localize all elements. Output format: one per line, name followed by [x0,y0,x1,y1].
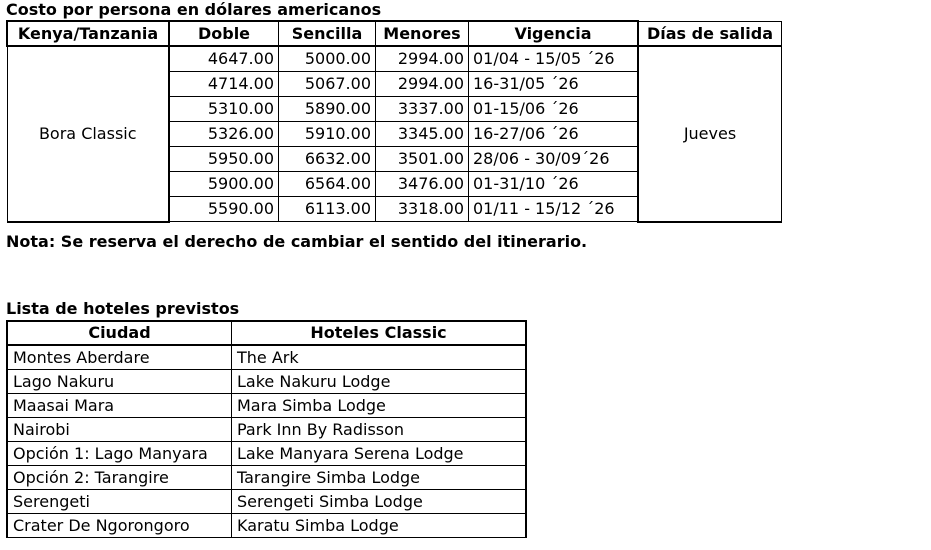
hotel-row [7,466,526,490]
hotel-cell: Karatu Simba Lodge [232,514,527,538]
hotel-row [7,514,526,538]
price-sencilla: 5890.00 [279,97,376,122]
prices-title: Costo por persona en dólares americanos [6,0,382,19]
prices-table [6,20,782,223]
price-menores: 3501.00 [376,147,469,172]
city-cell: Serengeti [7,490,232,514]
price-menores: 2994.00 [376,72,469,97]
header-hoteles-classic: Hoteles Classic [232,321,527,345]
hotels-header-row [7,321,526,345]
price-vigencia: 16-27/06 ´26 [469,122,639,147]
price-menores: 3337.00 [376,97,469,122]
city-cell: Opción 2: Tarangire [7,466,232,490]
header-ciudad: Ciudad [7,321,232,345]
price-vigencia: 01/04 - 15/05 ´26 [469,46,639,72]
price-menores: 3318.00 [376,197,469,222]
header-menores: Menores [376,21,469,46]
hotel-row [7,490,526,514]
header-kenya-tanzania: Kenya/Tanzania [7,21,169,46]
header-sencilla: Sencilla [279,21,376,46]
hotel-row [7,370,526,394]
itinerary-note: Nota: Se reserva el derecho de cambiar el sentido del itinerario. [6,232,588,251]
prices-header-row [7,21,782,46]
price-vigencia: 01-31/10 ´26 [469,172,639,197]
hotel-cell: Mara Simba Lodge [232,394,527,418]
price-doble: 4714.00 [169,72,279,97]
price-doble: 5590.00 [169,197,279,222]
price-doble: 5310.00 [169,97,279,122]
price-row [7,46,782,72]
header-doble: Doble [169,21,279,46]
price-sencilla: 6564.00 [279,172,376,197]
hotel-row [7,394,526,418]
city-cell: Nairobi [7,418,232,442]
price-vigencia: 01-15/06 ´26 [469,97,639,122]
hotels-title: Lista de hoteles previstos [6,299,240,318]
city-cell: Lago Nakuru [7,370,232,394]
price-vigencia: 01/11 - 15/12 ´26 [469,197,639,222]
price-sencilla: 5910.00 [279,122,376,147]
price-sencilla: 5067.00 [279,72,376,97]
price-doble: 5900.00 [169,172,279,197]
hotel-cell: Lake Manyara Serena Lodge [232,442,527,466]
city-cell: Maasai Mara [7,394,232,418]
header-dias-salida: Días de salida [638,21,782,46]
departure-day: Jueves [638,46,782,222]
city-cell: Opción 1: Lago Manyara [7,442,232,466]
hotel-row [7,345,526,370]
price-sencilla: 5000.00 [279,46,376,72]
price-menores: 2994.00 [376,46,469,72]
price-doble: 5326.00 [169,122,279,147]
city-cell: Crater De Ngorongoro [7,514,232,538]
hotel-cell: Serengeti Simba Lodge [232,490,527,514]
header-vigencia: Vigencia [469,21,639,46]
hotel-cell: Park Inn By Radisson [232,418,527,442]
price-doble: 4647.00 [169,46,279,72]
city-cell: Montes Aberdare [7,345,232,370]
hotel-cell: The Ark [232,345,527,370]
hotel-row [7,418,526,442]
price-vigencia: 28/06 - 30/09´26 [469,147,639,172]
price-sencilla: 6113.00 [279,197,376,222]
hotel-cell: Lake Nakuru Lodge [232,370,527,394]
price-menores: 3345.00 [376,122,469,147]
price-sencilla: 6632.00 [279,147,376,172]
price-vigencia: 16-31/05 ´26 [469,72,639,97]
hotel-row [7,442,526,466]
price-menores: 3476.00 [376,172,469,197]
price-doble: 5950.00 [169,147,279,172]
package-name: Bora Classic [7,46,169,222]
hotel-cell: Tarangire Simba Lodge [232,466,527,490]
hotels-table [6,320,527,538]
